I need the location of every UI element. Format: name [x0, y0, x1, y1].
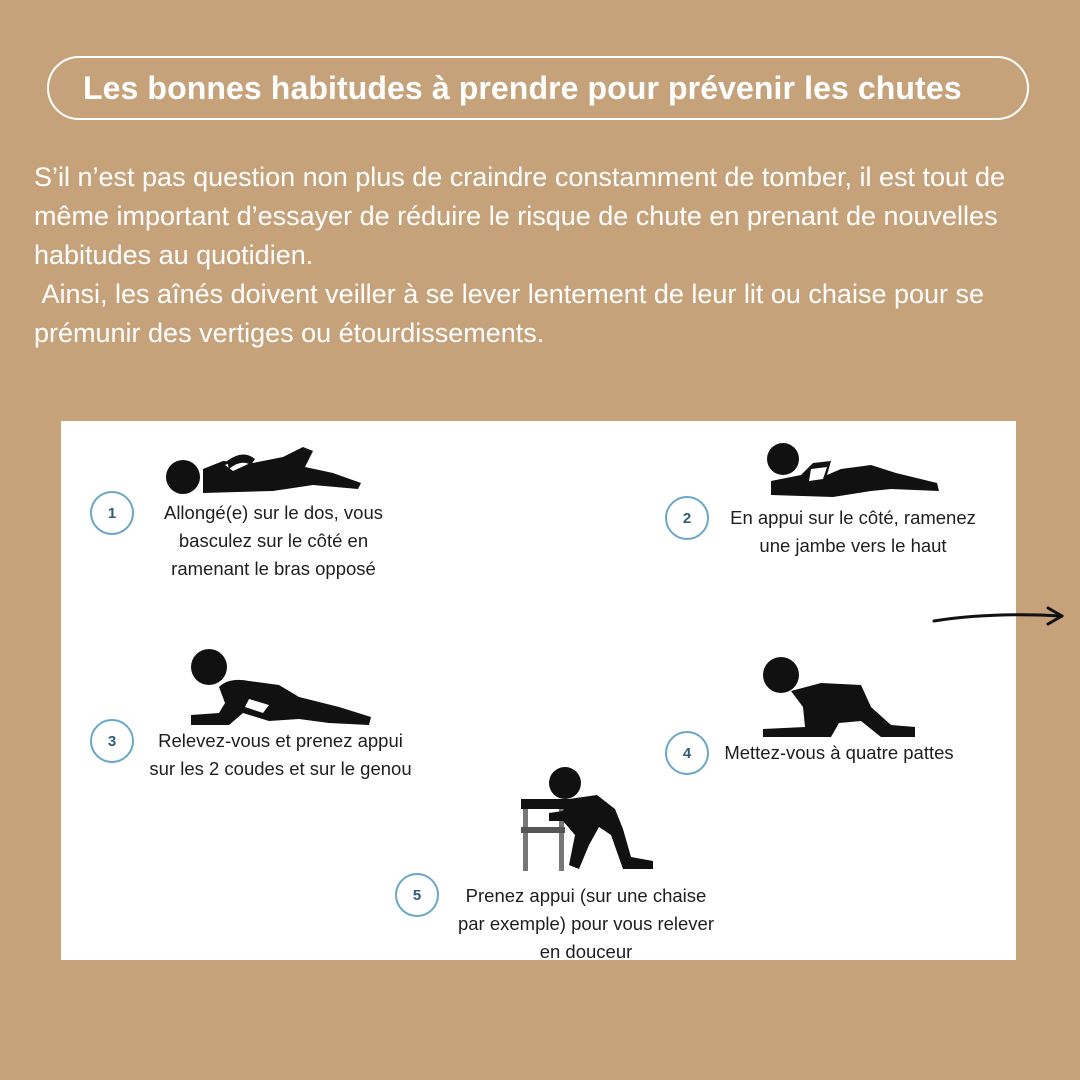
- person-all-fours-icon: [761, 655, 921, 745]
- page-title: Les bonnes habitudes à prendre pour prévenir les chutes: [83, 69, 962, 106]
- title-banner: [47, 56, 1029, 120]
- person-side-leg-up-icon: [761, 439, 946, 501]
- step-3-caption: Relevez-vous et prenez appui sur les 2 coudes et sur le genou: [149, 730, 412, 779]
- step-5-caption: Prenez appui (sur une chaise par exemple) pour vous relever en douceur: [457, 885, 715, 960]
- step-4-caption: Mettez-vous à quatre pattes: [724, 742, 954, 763]
- step-5-badge: 5: [395, 873, 439, 917]
- step-1-caption: Allongé(e) sur le dos, vous basculez sur le côté en ramenant le bras opposé: [163, 502, 384, 579]
- person-lying-icon: [163, 439, 363, 499]
- step-2-badge: 2: [665, 496, 709, 540]
- arrow-right-icon[interactable]: [930, 600, 1070, 640]
- step-1-badge: 1: [90, 491, 134, 535]
- intro-paragraph-2: Ainsi, les aînés doivent veiller à se lever lentement de leur lit ou chaise pour se prémunir des vertiges ou étourdissements.: [34, 279, 992, 348]
- person-elbows-knee-icon: [189, 647, 379, 729]
- person-chair-support-icon: [519, 765, 659, 873]
- steps-illustration-panel: [61, 421, 1016, 960]
- step-3-badge: 3: [90, 719, 134, 763]
- intro-paragraph-1: S’il n’est pas question non plus de craindre constamment de tomber, il est tout de même important d’essayer de réduire le risque de chute en prenant de nouvelles habitudes au quotidien.: [34, 162, 1006, 270]
- step-4-badge: 4: [665, 731, 709, 775]
- step-2-caption: En appui sur le côté, ramenez une jambe vers le haut: [730, 507, 976, 556]
- intro-text: [34, 158, 1044, 353]
